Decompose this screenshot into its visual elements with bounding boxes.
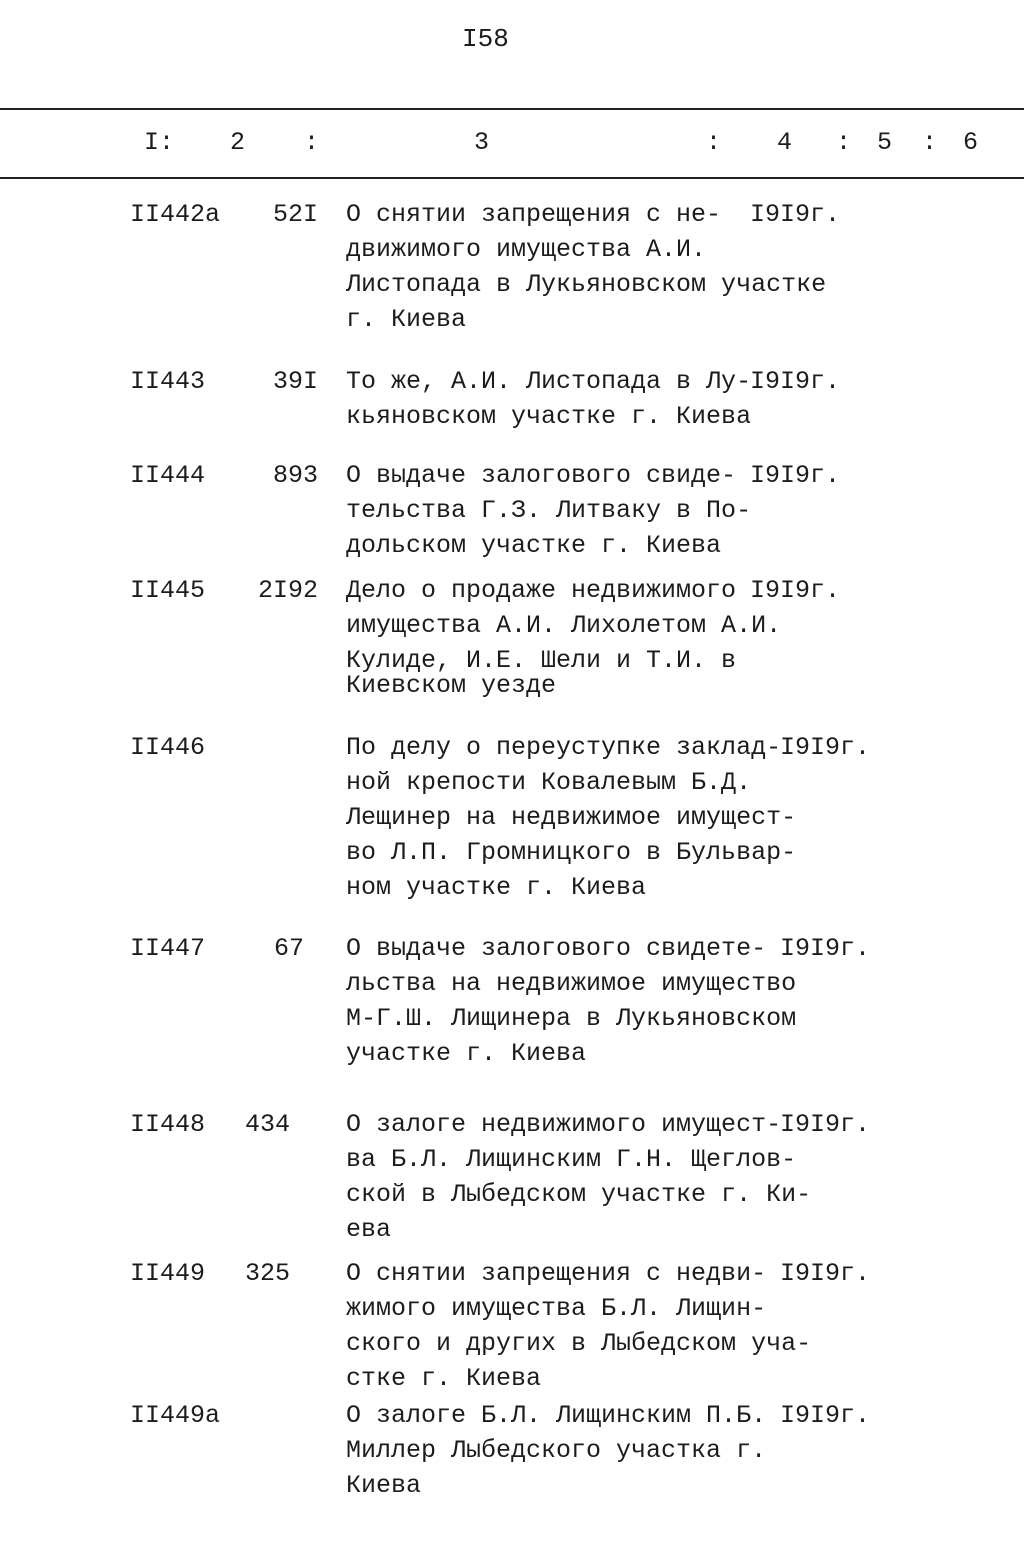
column-header-4: 4 xyxy=(777,128,793,157)
title-line: О выдаче залогового свиде- xyxy=(346,461,737,490)
title-line: ского и других в Лыбедском уча- xyxy=(346,1329,812,1358)
title-line: То же, А.И. Листопада в Лу- xyxy=(346,367,752,396)
title-line: дольском участке г. Киева xyxy=(346,531,722,560)
title-line: ной крепости Ковалевым Б.Д. xyxy=(346,768,752,797)
title-line: ева xyxy=(346,1215,392,1244)
title-line: Миллер Лыбедского участка г. xyxy=(346,1436,767,1465)
column-separator: : xyxy=(304,128,320,157)
record-number: II443 xyxy=(130,367,206,396)
title-line: ской в Лыбедском участке г. Ки- xyxy=(346,1180,812,1209)
record-number: II442a xyxy=(130,200,221,229)
column-header-5: 5 xyxy=(877,128,893,157)
record-year: I9I9г. xyxy=(780,934,871,963)
sheet-count: 325 xyxy=(244,1259,290,1288)
page-number: I58 xyxy=(462,24,509,54)
title-line: кьяновском участке г. Киева xyxy=(346,402,752,431)
title-line: участке г. Киева xyxy=(346,1039,587,1068)
column-separator: : xyxy=(922,128,938,157)
title-line: жимого имущества Б.Л. Лищин- xyxy=(346,1294,767,1323)
record-number: II448 xyxy=(130,1110,206,1139)
record-year: I9I9г. xyxy=(780,1110,871,1139)
title-line: Лещинер на недвижимое имущест- xyxy=(346,803,797,832)
record-title xyxy=(346,573,781,703)
record-number: II449a xyxy=(130,1401,221,1430)
title-line: Киевском уезде xyxy=(346,671,557,700)
title-line: Киева xyxy=(346,1471,422,1500)
record-year: I9I9г. xyxy=(750,576,841,605)
record-year: I9I9г. xyxy=(780,733,871,762)
title-line: стке г. Киева xyxy=(346,1364,542,1393)
sheet-count: 67 xyxy=(273,934,304,963)
sheet-count: 52I xyxy=(272,200,318,229)
top-rule xyxy=(0,108,1024,110)
sheet-count: 893 xyxy=(272,461,318,490)
title-line: О выдаче залогового свидете- xyxy=(346,934,767,963)
title-line: тельства Г.З. Литваку в По- xyxy=(346,496,752,525)
title-line: имущества А.И. Лихолетом А.И. xyxy=(346,611,782,640)
column-header-3: 3 xyxy=(474,128,490,157)
column-header-1: I: xyxy=(144,128,175,157)
sheet-count: 2I92 xyxy=(257,576,318,605)
title-line: О снятии запрещения с недви- xyxy=(346,1259,767,1288)
title-line: О залоге недвижимого имущест- xyxy=(346,1110,782,1139)
title-line: ном участке г. Киева xyxy=(346,873,647,902)
record-title xyxy=(346,931,796,1071)
record-title xyxy=(346,730,796,905)
title-line: О снятии запрещения с не- xyxy=(346,200,722,229)
record-number: II444 xyxy=(130,461,206,490)
title-line: г. Киева xyxy=(346,305,467,334)
record-year: I9I9г. xyxy=(780,1401,871,1430)
title-line: во Л.П. Громницкого в Бульвар- xyxy=(346,838,797,867)
record-title xyxy=(346,364,751,434)
record-year: I9I9г. xyxy=(750,200,841,229)
title-line: Листопада в Лукьяновском участке xyxy=(346,270,827,299)
column-separator: : xyxy=(706,128,722,157)
sheet-count: 39I xyxy=(272,367,318,396)
record-year: I9I9г. xyxy=(750,461,841,490)
record-title xyxy=(346,1398,766,1503)
title-line: льства на недвижимое имущество xyxy=(346,969,797,998)
record-title xyxy=(346,1256,811,1396)
title-line: движимого имущества А.И. xyxy=(346,235,707,264)
column-header-2: 2 xyxy=(230,128,246,157)
record-number: II449 xyxy=(130,1259,206,1288)
record-title xyxy=(346,458,751,563)
record-number: II446 xyxy=(130,733,206,762)
title-line: По делу о переуступке заклад- xyxy=(346,733,782,762)
bottom-rule xyxy=(0,177,1024,179)
record-number: II445 xyxy=(130,576,206,605)
title-line: М-Г.Ш. Лищинера в Лукьяновском xyxy=(346,1004,797,1033)
title-line: О залоге Б.Л. Лищинским П.Б. xyxy=(346,1401,767,1430)
record-title xyxy=(346,1107,811,1247)
title-line: Кулиде, И.Е. Шели и Т.И. в xyxy=(346,646,737,675)
record-year: I9I9г. xyxy=(750,367,841,396)
sheet-count: 434 xyxy=(244,1110,290,1139)
title-line: Дело о продаже недвижимого xyxy=(346,576,737,605)
column-header-6: 6 xyxy=(963,128,979,157)
column-separator: : xyxy=(836,128,852,157)
title-line: ва Б.Л. Лищинским Г.Н. Щеглов- xyxy=(346,1145,797,1174)
record-year: I9I9г. xyxy=(780,1259,871,1288)
record-number: II447 xyxy=(130,934,206,963)
